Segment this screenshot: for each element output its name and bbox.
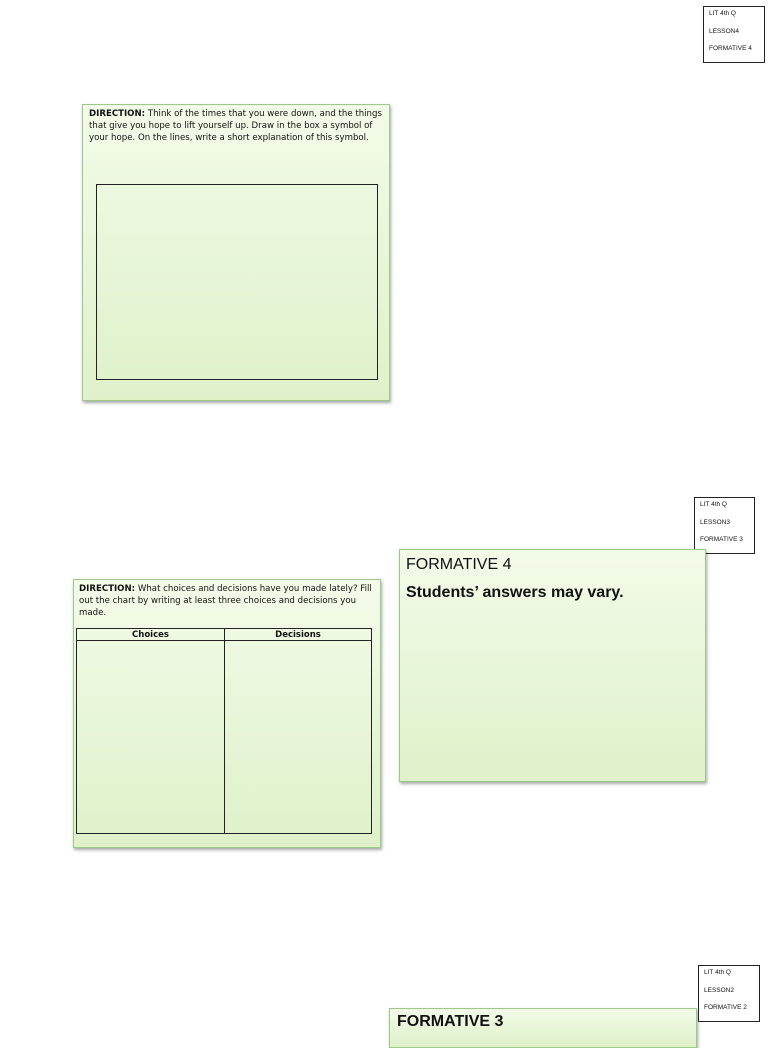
drawing-box[interactable] — [96, 184, 378, 380]
choices-cell[interactable] — [77, 641, 225, 834]
answer-body: Students’ answers may vary. — [406, 584, 624, 601]
direction-text — [89, 108, 383, 144]
label-line: LESSON3 — [700, 518, 730, 526]
answer-title: FORMATIVE 4 — [406, 556, 512, 573]
label-line: LIT 4th Q — [709, 10, 736, 17]
column-header-choices: Choices — [77, 629, 225, 641]
label-line: FORMATIVE 3 — [700, 536, 743, 543]
label-line: LIT 4th Q — [704, 969, 731, 976]
lesson-label-bottom — [698, 965, 760, 1022]
label-line: FORMATIVE 4 — [709, 45, 752, 52]
answer-card — [399, 549, 706, 782]
activity-card-hope — [82, 104, 390, 401]
activity-card-choices — [73, 579, 381, 848]
decisions-cell[interactable] — [225, 641, 372, 834]
direction-text — [79, 583, 375, 619]
direction-label: DIRECTION: — [89, 109, 146, 119]
direction-body: What choices and decisions have you made lately? Fill out the chart by writing at least three choices and decisions you made. — [79, 584, 372, 618]
bottom-card-title: FORMATIVE 3 — [397, 1013, 504, 1030]
lesson-label-middle — [694, 497, 755, 554]
column-header-decisions: Decisions — [225, 629, 372, 641]
lesson-label-top — [703, 6, 765, 63]
label-line: FORMATIVE 2 — [704, 1004, 747, 1011]
label-line: LESSON4 — [709, 27, 739, 35]
label-line: LIT 4th Q — [700, 501, 727, 508]
direction-label: DIRECTION: — [79, 584, 136, 594]
label-line: LESSON2 — [704, 986, 734, 994]
bottom-answer-card — [389, 1008, 697, 1048]
direction-body: Think of the times that you were down, and the things that give you hope to lift yourself up. Draw in the box a symbol of your hope. On the lines, write a short explanation of this symbol. — [89, 109, 382, 143]
choices-decisions-chart — [76, 628, 372, 834]
